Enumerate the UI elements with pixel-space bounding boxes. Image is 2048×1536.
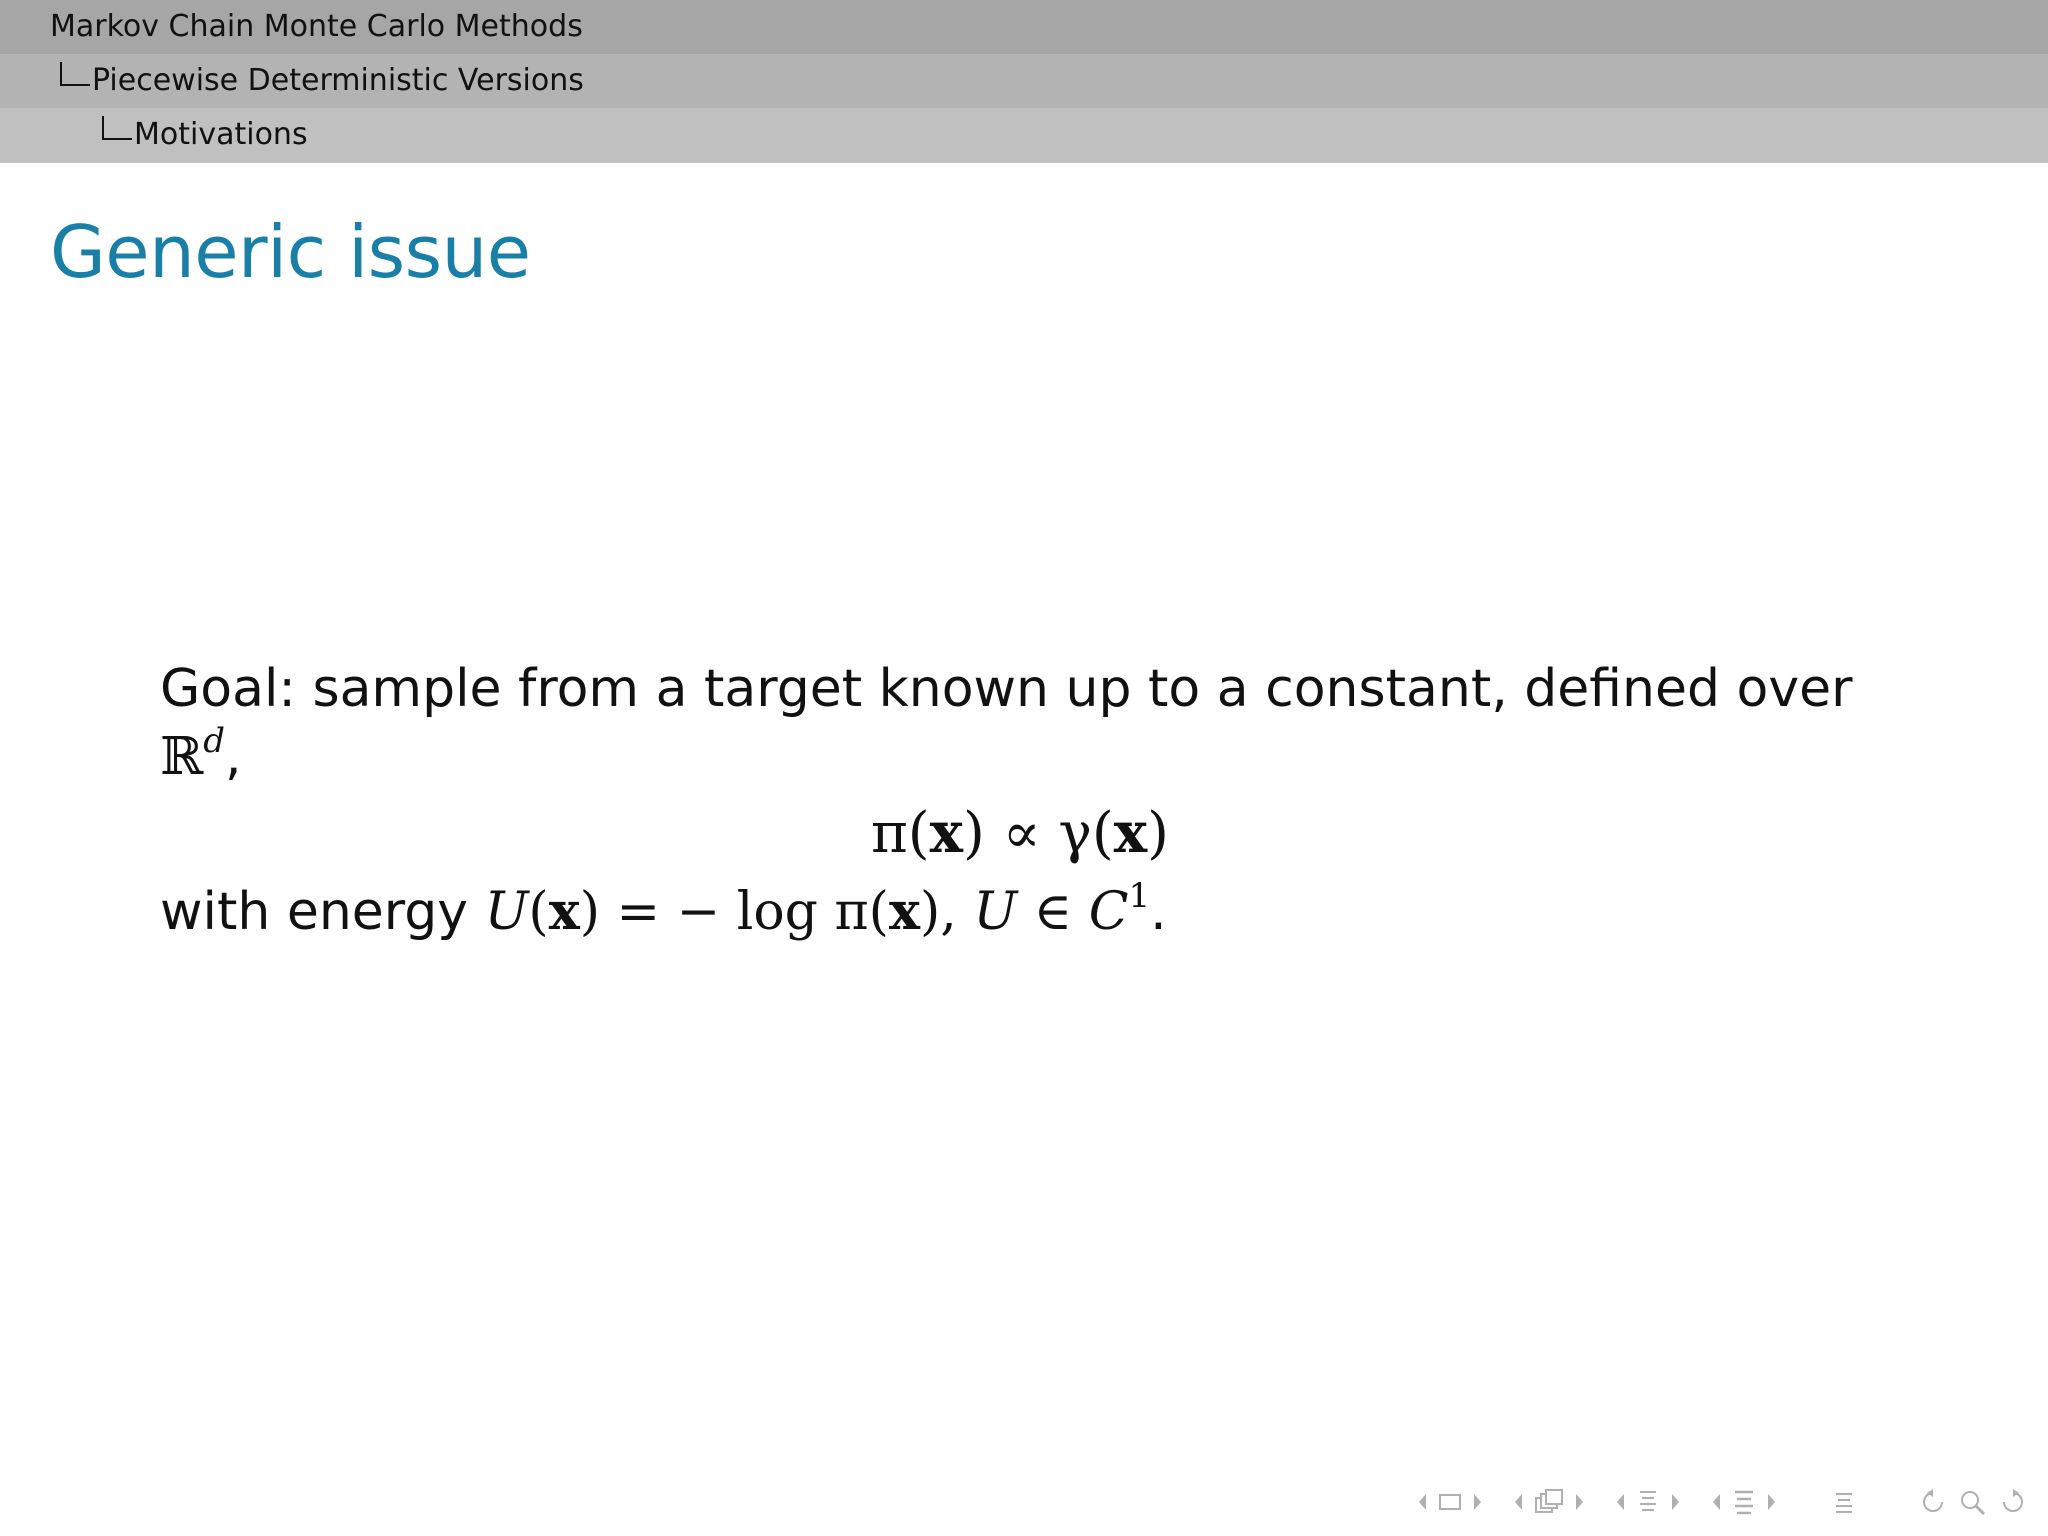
real-space-symbol: ℝ [160,727,204,787]
appendix-icon[interactable] [1832,1488,1856,1516]
frame-icon[interactable] [1438,1492,1462,1512]
energy-line: with energy U(x) = − log π(x), U ∈ $C^1$. [160,876,1167,942]
header-subsection-title[interactable]: Piecewise Deterministic Versions [92,63,584,98]
header-subsubsection-title[interactable]: Motivations [134,117,308,152]
space-line [160,723,1880,791]
nav-right-arrow-icon[interactable] [1574,1492,1586,1512]
space-exponent: d [203,721,225,761]
subsection-icon[interactable] [1534,1488,1564,1516]
header-subsection-bar[interactable] [0,54,2048,108]
navigation-bar [1394,1482,2028,1522]
nav-left-arrow-icon[interactable] [1416,1492,1428,1512]
forward-icon[interactable] [1998,1488,2028,1516]
document-icon[interactable] [1732,1488,1756,1516]
frame-title: Generic issue [50,210,531,294]
header-subsubsection-bar[interactable] [0,108,2048,163]
nav-right-arrow-icon[interactable] [1670,1492,1682,1512]
nav-right-arrow-icon[interactable] [1766,1492,1778,1512]
section-icon[interactable] [1636,1488,1660,1516]
nav-left-arrow-icon[interactable] [1614,1492,1626,1512]
energy-prefix: with energy [160,882,485,942]
goal-line [160,655,1880,723]
nav-right-arrow-icon[interactable] [1472,1492,1484,1512]
search-icon[interactable] [1958,1488,1988,1516]
tree-branch-icon [98,116,134,144]
target-equation: π(x) ∝ γ(x) [871,800,1169,866]
nav-left-arrow-icon[interactable] [1512,1492,1524,1512]
header-section-bar[interactable] [0,0,2048,54]
space-trailing: , [224,727,242,787]
slide-body [160,655,1880,946]
tree-branch-icon [56,62,92,90]
header-section-title[interactable]: Markov Chain Monte Carlo Methods [50,9,583,44]
back-icon[interactable] [1918,1488,1948,1516]
goal-text: Goal: sample from a target known up to a constant, defined over [160,659,1853,719]
class-symbol: C [1088,882,1129,942]
nav-left-arrow-icon[interactable] [1710,1492,1722,1512]
